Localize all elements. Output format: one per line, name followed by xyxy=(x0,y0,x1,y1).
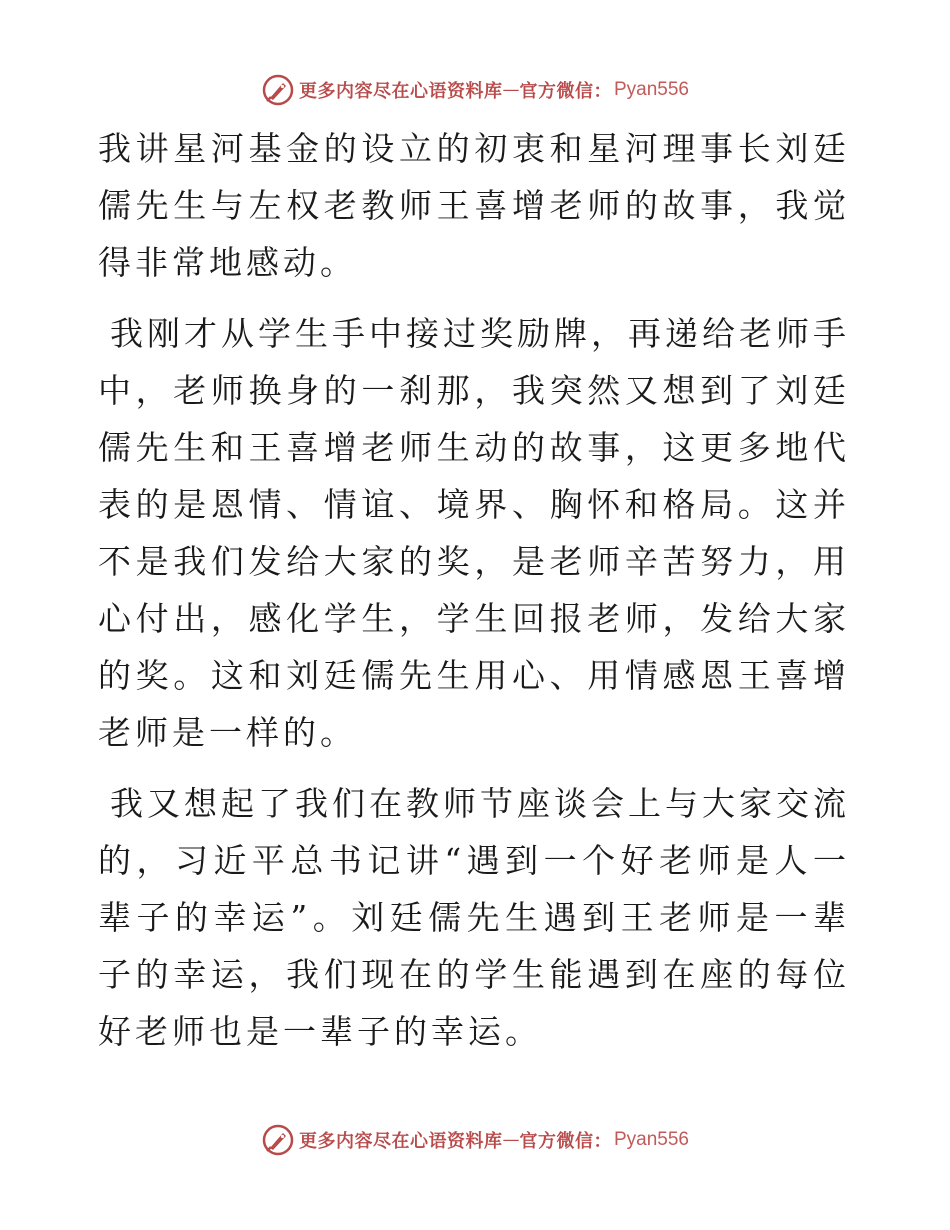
banner-contact-id: Pyan556 xyxy=(613,79,689,100)
paragraph-2: 我刚才从学生手中接过奖励牌，再递给老师手中，老师换身的一刹那，我突然又想到了刘廷儒先生和王喜增老师生动的故事，这更多地代表的是恩情、情谊、境界、胸怀和格局。这并不是我们发给大家的奖，是老师辛苦努力，用心付出，感化学生，学生回报老师，发给大家的奖。这和刘廷儒先生用心、用情感恩王喜增老师是一样的。 xyxy=(98,314,850,752)
document-body xyxy=(98,120,850,1074)
banner-contact-id: Pyan556 xyxy=(613,1129,689,1150)
banner-contact-label: 官方微信： xyxy=(519,1131,612,1152)
banner-contact-label: 官方微信： xyxy=(519,81,612,102)
banner-separator: — xyxy=(502,80,520,100)
banner-title: 更多内容尽在心语资料库 xyxy=(298,1131,503,1152)
pen-nib-icon xyxy=(261,73,295,107)
pen-nib-icon xyxy=(261,1123,295,1157)
paragraph-1: 我讲星河基金的设立的初衷和星河理事长刘廷儒先生与左权老教师王喜增老师的故事，我觉得非常地感动。 xyxy=(98,129,850,282)
header-banner xyxy=(0,70,950,110)
footer-banner xyxy=(0,1120,950,1160)
banner-separator: — xyxy=(502,1130,520,1150)
paragraph-3: 我又想起了我们在教师节座谈会上与大家交流的，习近平总书记讲“遇到一个好老师是人一辈子的幸运”。刘廷儒先生遇到王老师是一辈子的幸运，我们现在的学生能遇到在座的每位好老师也是一辈子的幸运。 xyxy=(98,784,850,1051)
banner-title: 更多内容尽在心语资料库 xyxy=(298,81,503,102)
